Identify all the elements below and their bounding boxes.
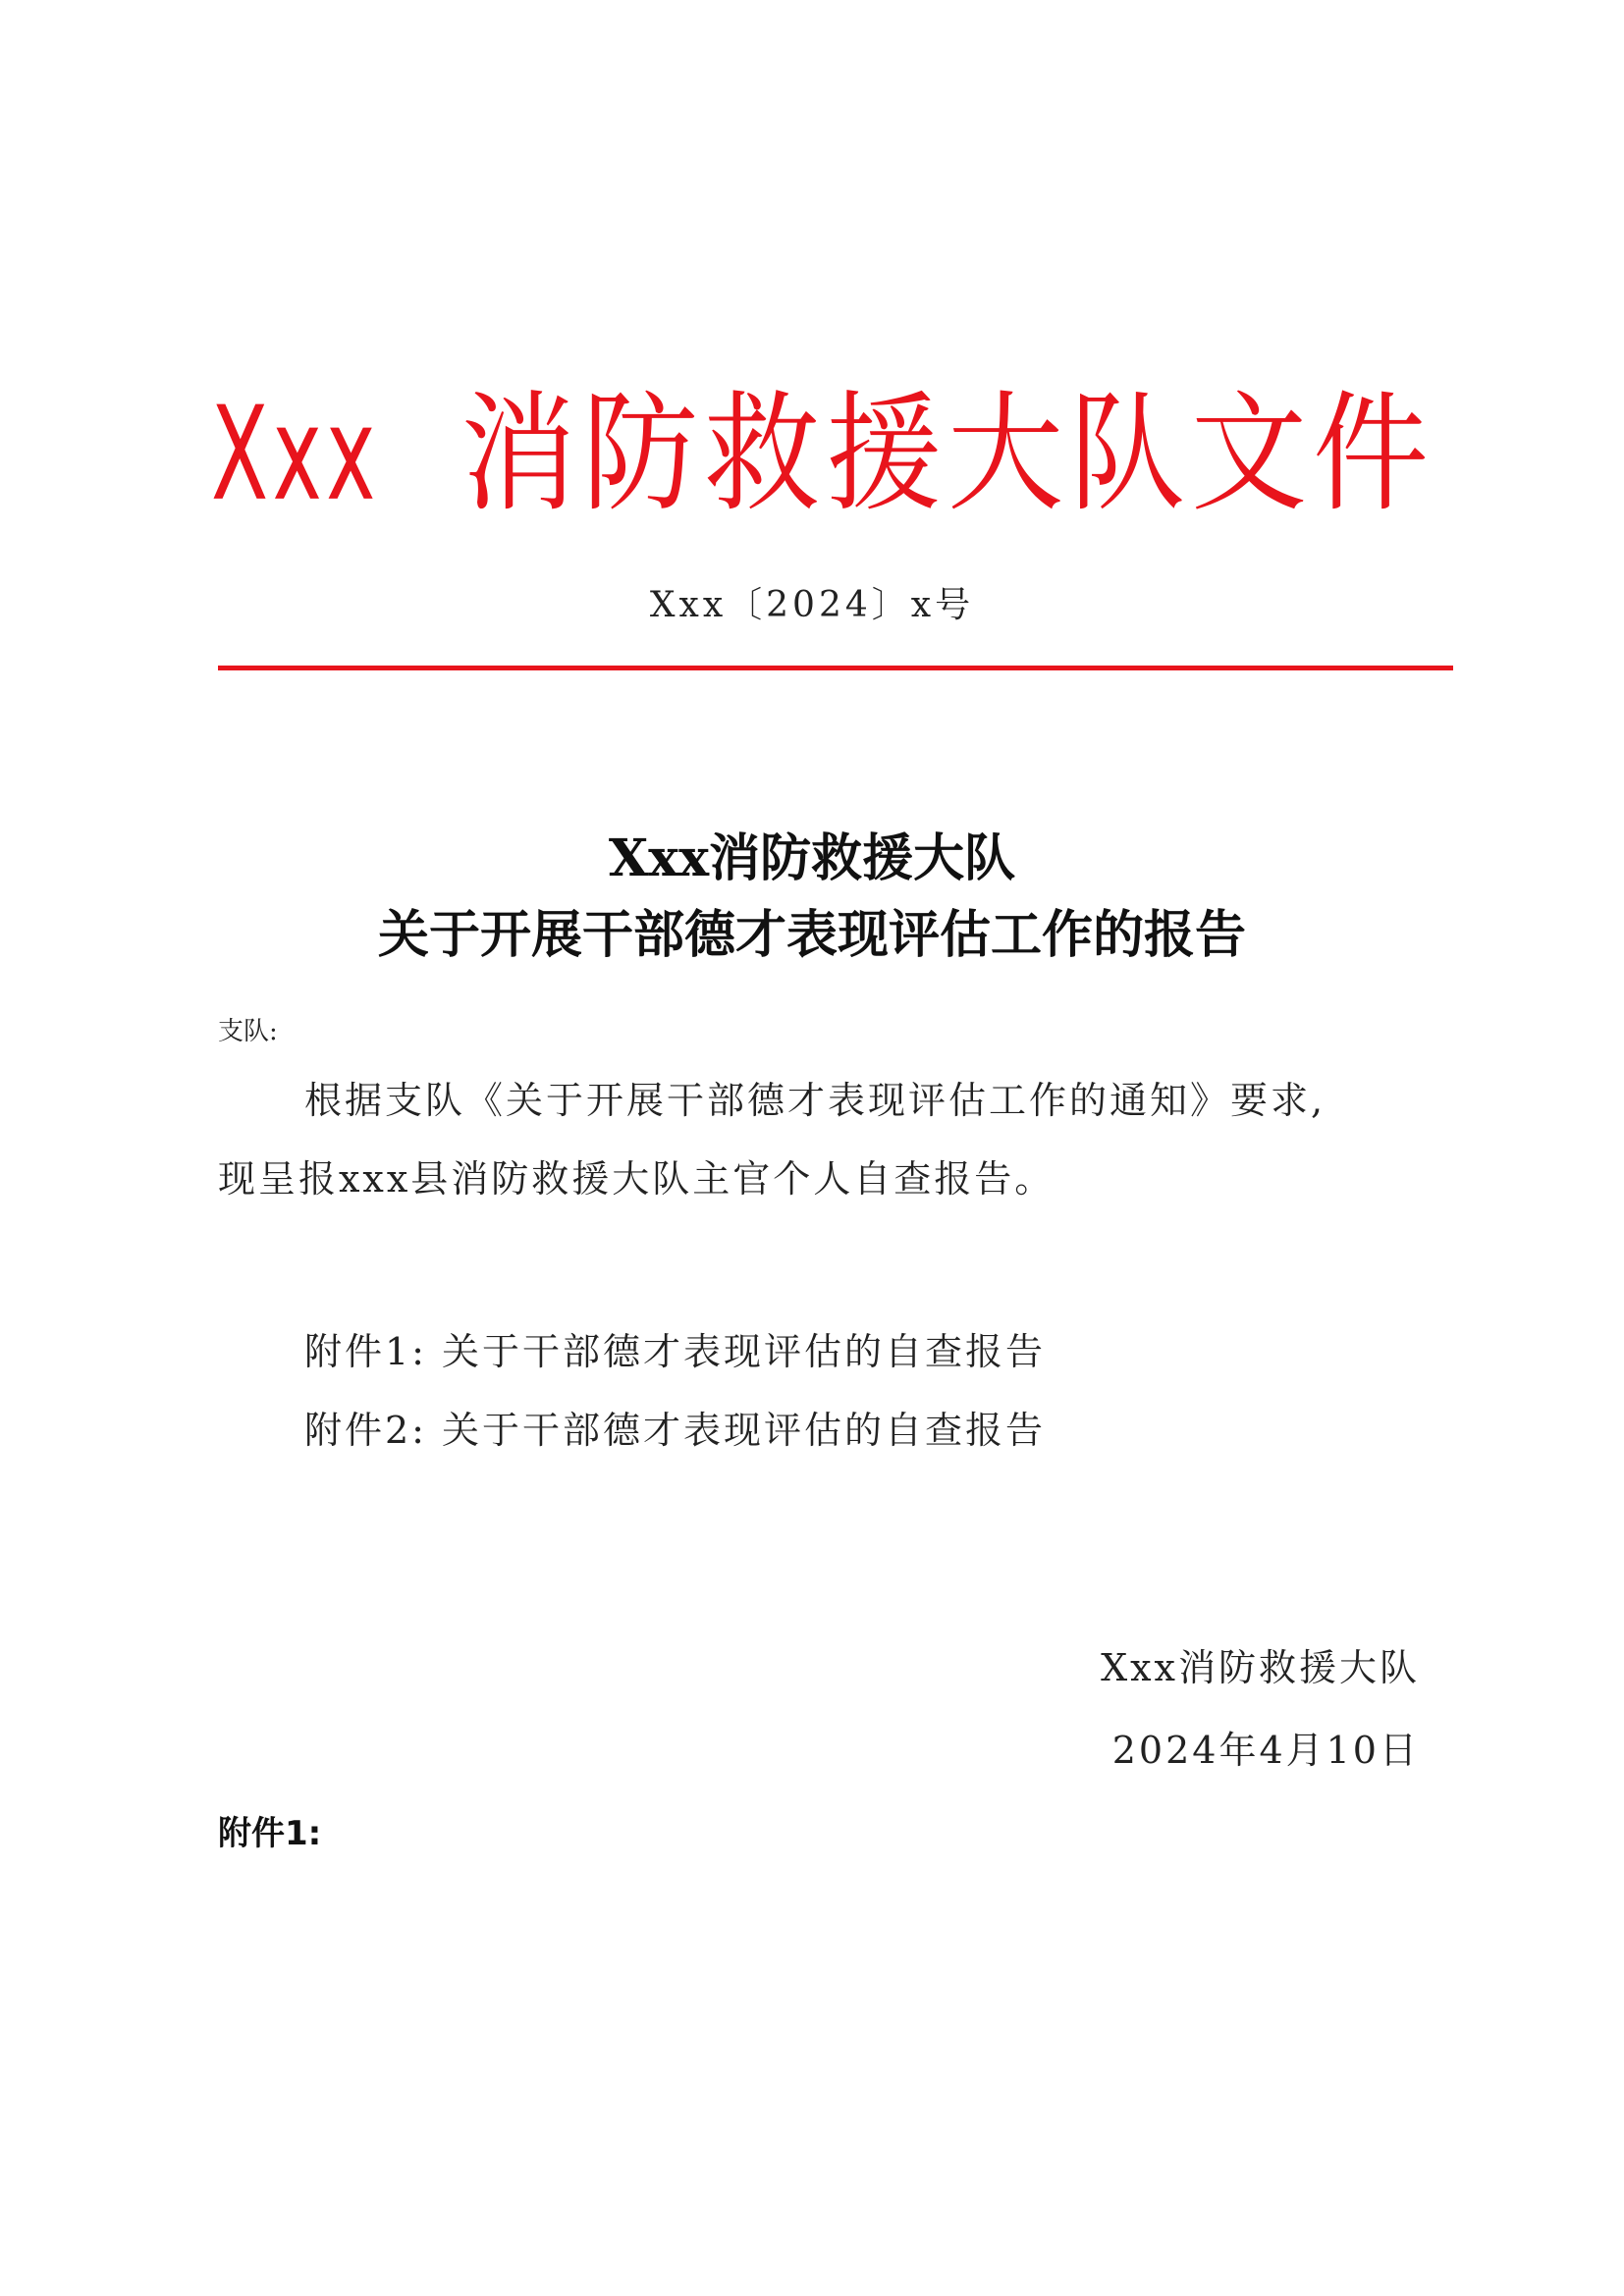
appendix-label: 附件1: xyxy=(218,1814,322,1853)
red-divider-line xyxy=(218,666,1453,670)
document-number: Xxx〔2024〕x号 xyxy=(649,585,975,625)
masthead-latin: Xxx xyxy=(211,377,380,530)
report-title-line2: 关于开展干部德才表现评估工作的报告 xyxy=(377,905,1246,965)
masthead-title xyxy=(211,354,1435,553)
masthead-cjk: 消防救援大队文件 xyxy=(460,377,1435,530)
body-paragraph-line2: 现呈报xxx县消防救援大队主官个人自查报告。 xyxy=(218,1157,1056,1201)
body-paragraph-line1: 根据支队《关于开展干部德才表现评估工作的通知》要求, xyxy=(304,1079,1326,1122)
signature-organization: Xxx消防救援大队 xyxy=(1101,1646,1420,1689)
salutation: 支队: xyxy=(218,1017,278,1046)
attachment-item-2: 附件2: 关于干部德才表现评估的自查报告 xyxy=(304,1409,1047,1452)
attachment-item-1: 附件1: 关于干部德才表现评估的自查报告 xyxy=(304,1330,1047,1373)
report-title-line1: Xxx消防救援大队 xyxy=(608,828,1016,888)
signature-date: 2024年4月10日 xyxy=(1111,1729,1420,1772)
